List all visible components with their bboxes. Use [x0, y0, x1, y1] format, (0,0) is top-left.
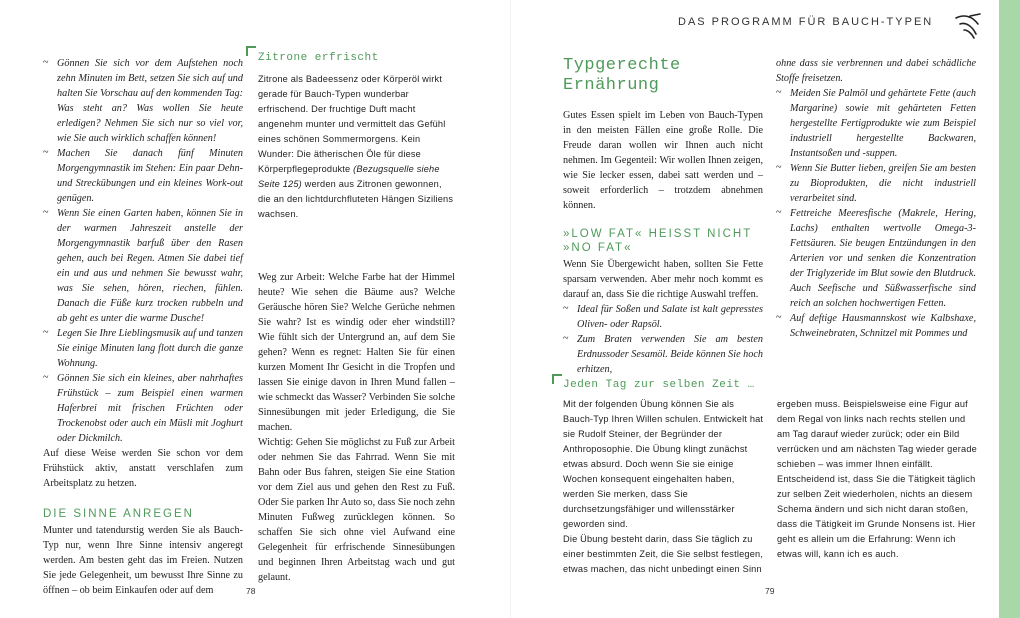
bullet-list-morning [43, 56, 243, 446]
list-item: ~ Meiden Sie Palmöl und gehärtete Fette (auch Margarine) sowie mit gehärteten Fetten hergestellte Fertigprodukte wie zum Beispiel industriell hergestellte Backwaren, Instantsoßen und -suppen. [776, 86, 976, 161]
list-item: ~ Wenn Sie Butter lieben, greifen Sie am besten zu Bioprodukten, die nicht industriell verarbeitet sind. [776, 161, 976, 206]
text-span: werden aus Zitronen gewonnen, die an den lichtdurchfluteten Hängen Siziliens wachsen. [258, 179, 454, 219]
bullet-list-fats-continued [776, 86, 976, 341]
paragraph: Wenn Sie Übergewicht haben, sollten Sie Fette sparsam verwenden. Aber mehr noch kommt es darauf an, dass Sie die richtige Auswahl treffen. [563, 259, 763, 300]
text-span-italic: (Bezugsquelle siehe Seite 125) [258, 164, 440, 189]
green-edge-strip [999, 0, 1020, 618]
section-heading-lowfat: »LOW FAT« HEISST NICHT »NO FAT« [563, 228, 753, 254]
box-corner-marker [246, 46, 256, 56]
box-text-zitrone [258, 72, 455, 222]
box-col-1 [563, 397, 764, 577]
right-col-2 [776, 56, 976, 341]
list-item: ~ Legen Sie Ihre Lieblingsmusik auf und tanzen Sie einige Minuten lang flott durch die ganze Wohnung. [43, 326, 243, 371]
list-item: ~ Zum Braten verwenden Sie am besten Erdnussoder Sesamöl. Beide können Sie hoch erhitzen, [563, 332, 763, 377]
paragraph: Die Übung besteht darin, dass Sie täglich zu einer bestimmten Zeit, die Sie selbst festlegen, etwas machen, das nicht unbedingt einen Sinn [563, 534, 764, 574]
paragraph: Auf diese Weise werden Sie schon vor dem Frühstück aktiv, anstatt verschlafen zum Arbeitsplatz zu hetzen. [43, 448, 243, 489]
box-heading-zitrone: Zitrone erfrischt [258, 52, 379, 64]
running-head: DAS PROGRAMM FÜR BAUCH-TYPEN [678, 16, 934, 28]
bullet-list-fats [563, 302, 763, 377]
paragraph: Munter und tatendurstig werden Sie als Bauch-Typ nur, wenn Ihre Sinne intensiv angeregt werden. Am besten geht das im Freien. Nutzen Sie jede Gelegenheit, um bewusst Ihre Sinne zu öffnen – ob beim Einkaufen oder auf dem [43, 525, 243, 596]
list-item: ~ Gönnen Sie sich vor dem Aufstehen noch zehn Minuten im Bett, setzen Sie sich auf und halten Sie Vorschau auf den kommenden Tag: Was steht an? Was wollen Sie heute erledigen? Nehmen Sie sich nur so viel vor, wie Sie auch wirklich schaffen können! [43, 56, 243, 146]
paragraph: Gutes Essen spielt im Leben von Bauch-Typen in den meisten Fällen eine große Rolle. Die Freude daran wollen wir Ihnen auch nicht nehmen. Im Gegenteil: Wir wollen Ihnen zeigen, wie Sie lecker essen, dabei satt werden und – soweit erforderlich – trotzdem abnehmen können. [563, 110, 763, 211]
list-item: ~ Ideal für Soßen und Salate ist kalt gepresstes Oliven- oder Rapsöl. [563, 302, 763, 332]
paragraph: Wichtig: Gehen Sie möglichst zu Fuß zur Arbeit oder nehmen Sie das Fahrrad. Wenn Sie mit Bahn oder Bus fahren, steigen Sie eine Station vor dem Ziel aus und gehen den Rest zu Fuß. Oder Sie parken Ihr Auto so, dass Sie noch zehn Minuten Fußweg zurücklegen können. So schaffen Sie sich ohne viel Aufwand eine Gelegenheit für erfrischende Sinnesübungen und beginnen Ihren Arbeitstag wach und gut gelaunt. [258, 437, 455, 583]
list-item: ~ Machen Sie danach fünf Minuten Morgengymnastik im Stehen: Ein paar Dehn- und Streckübungen und ein kleines Work-out genügen. [43, 146, 243, 206]
page-gutter [510, 0, 511, 618]
right-col-1 [563, 56, 763, 377]
paragraph: ohne dass sie verbrennen und dabei schädliche Stoffe freisetzen. [776, 58, 976, 84]
paragraph: Mit der folgenden Übung können Sie als Bauch-Typ Ihren Willen schulen. Entwickelt hat sie Rudolf Steiner, der Begründer der Anthroposophie. Die Übung klingt zunächst etwas absurd. Doch wenn Sie sie einige Wochen konsequent eingehalten haben, werden Sie merken, dass Sie durchsetzungsfähiger und willensstärker geworden sind. [563, 399, 764, 529]
paragraph: Weg zur Arbeit: Welche Farbe hat der Himmel heute? Wie sehen die Bäume aus? Welche Geräusche hören Sie? Welche Gerüche nehmen Sie wahr? Ist es windig oder eher windstill? Wie fühlt sich der Untergrund an, auf dem Sie gehen? Wenn es regnet: Halten Sie für einen kurzen Moment Ihr Gesicht in die Tropfen und lassen Sie einige davon in Ihren Mund fallen – wie schmeckt das Wasser? Verbinden Sie solche Sinnesübungen mit jeder Erledigung, die Sie machen. [258, 272, 455, 433]
list-item: ~ Gönnen Sie sich ein kleines, aber nahrhaftes Frühstück – zum Beispiel einen warmen Haferbrei mit frischen Früchten oder Trockenobst oder auch ein Müsli mit Joghurt oder Dickmilch. [43, 371, 243, 446]
section-heading-sinne: DIE SINNE ANREGEN [43, 508, 194, 520]
text-span: Zitrone als Badeessenz oder Körperöl wirkt gerade für Bauch-Typen wunderbar erfrischend. Der fruchtige Duft macht angenehm munter und vermittelt das Gefühl eines schönen Sommermorgens. Kein Wunder: Die ätherischen Öle für diese Körperpflegeprodukte [258, 74, 446, 174]
left-col-1 [43, 56, 243, 598]
brand-logo-icon [952, 10, 984, 42]
page-number-right: 79 [765, 586, 775, 596]
left-col-2 [258, 51, 455, 585]
box-corner-marker [552, 374, 562, 384]
section-heading-ernaehrung: Typgerechte Ernährung [563, 56, 681, 95]
list-item: ~ Auf deftige Hausmannskost wie Kalbshaxe, Schweinebraten, Schnitzel mit Pommes und [776, 311, 976, 341]
paragraph: ergeben muss. Beispielsweise eine Figur auf dem Regal von links nach rechts stellen und am Tag darauf wieder zurück; oder ein Bild verrücken und am nächsten Tag wieder gerade schieben – was immer Ihnen einfällt. Entscheidend ist, dass Sie die Tätigkeit täglich zur selben Zeit wiederholen, nichts an diesem Schema ändern und sich nicht daran stoßen, dass die Tätigkeit im Grunde Nonsens ist. Hier geht es allein um die Erfahrung: Wenn ich etwas will, kann ich es auch. [777, 399, 977, 559]
box-col-2 [777, 397, 978, 562]
box-heading-jeden-tag: Jeden Tag zur selben Zeit … [563, 379, 755, 391]
list-item: ~ Wenn Sie einen Garten haben, können Sie in der warmen Jahreszeit anstelle der Morgengymnastik barfuß über den Rasen gehen, auch bei Regen. Atmen Sie dabei tief ein und aus und nehmen Sie bewusst wahr, was Sie sehen, hören, riechen, fühlen. Danach die Füße kurz trocken rubbeln und ab geht es unter die warme Dusche! [43, 206, 243, 326]
list-item: ~ Fettreiche Meeresfische (Makrele, Hering, Lachs) enthalten wertvolle Omega-3-Fettsäuren. Sie beugen Entzündungen in den Arterien vor und senken die Konzentration der Triglyzeride im Blut sowie den Blutdruck. Auch Seefische und Süßwasserfische sind reich an solchen hochwertigen Fetten. [776, 206, 976, 311]
page-number-left: 78 [246, 586, 256, 596]
